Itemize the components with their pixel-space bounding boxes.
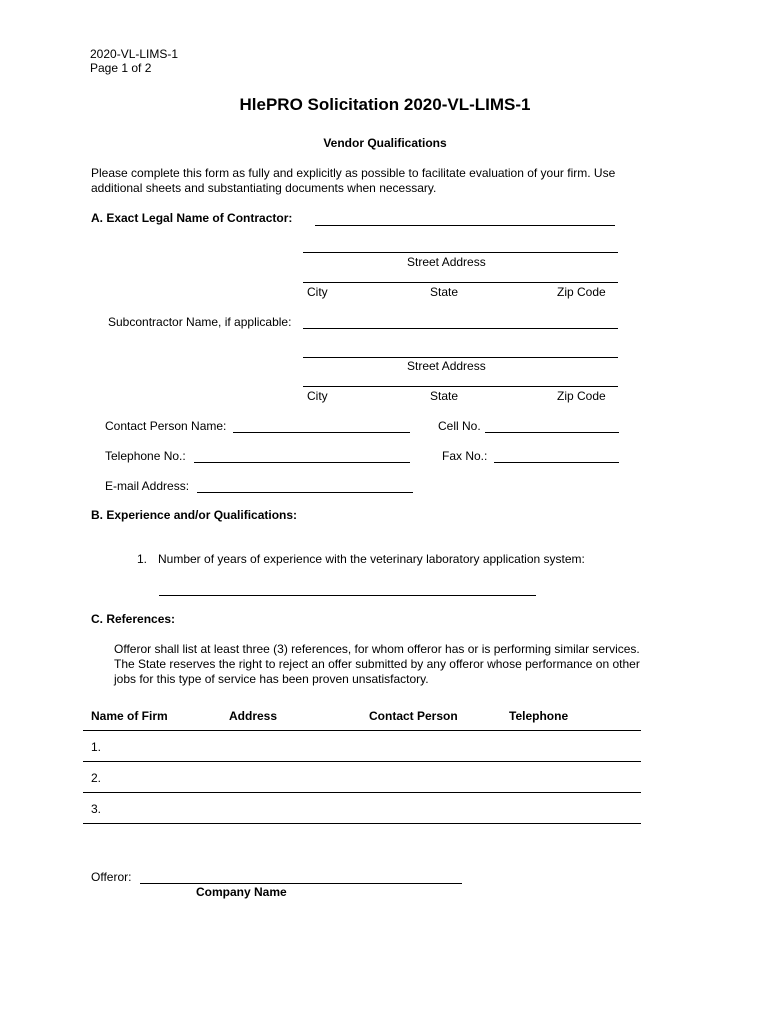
contractor-name-field[interactable] (315, 209, 615, 226)
table-divider (83, 823, 641, 824)
section-a-heading: A. Exact Legal Name of Contractor: (91, 211, 293, 225)
subcontractor-name-label: Subcontractor Name, if applicable: (108, 315, 292, 329)
experience-years-field[interactable] (159, 579, 536, 596)
subcontractor-street-field[interactable] (303, 341, 618, 358)
sub-zip-code-caption: Zip Code (557, 389, 606, 403)
references-paragraph-line-3: jobs for this type of service has been proven unsatisfactory. (114, 672, 429, 686)
page-title: HlePRO Solicitation 2020-VL-LIMS-1 (239, 95, 531, 114)
intro-line-2: additional sheets and substantiating documents when necessary. (91, 181, 437, 195)
references-paragraph-line-2: The State reserves the right to reject an offer submitted by any offeror whose performance on other (114, 657, 640, 671)
sub-street-address-caption: Street Address (407, 359, 486, 373)
column-header-name-of-firm: Name of Firm (91, 709, 168, 723)
experience-question: Number of years of experience with the veterinary laboratory application system: (158, 552, 585, 566)
subcontractor-name-field[interactable] (303, 312, 618, 329)
section-c-heading: C. References: (91, 612, 176, 626)
telephone-field[interactable] (194, 446, 410, 463)
sub-city-caption: City (307, 389, 328, 403)
state-caption: State (430, 285, 459, 299)
fax-label: Fax No.: (442, 449, 488, 463)
section-b-heading: B. Experience and/or Qualifications: (91, 508, 298, 522)
zip-code-caption: Zip Code (557, 285, 606, 299)
offeror-company-field[interactable] (140, 867, 462, 884)
city-caption: City (307, 285, 328, 299)
table-divider (83, 761, 641, 762)
offeror-label: Offeror: (91, 870, 132, 884)
cell-number-field[interactable] (485, 416, 619, 433)
subcontractor-city-field[interactable] (303, 370, 618, 387)
company-name-caption: Company Name (196, 885, 287, 899)
telephone-label: Telephone No.: (105, 449, 186, 463)
experience-item-number: 1. (137, 552, 148, 566)
table-row-number-3[interactable]: 3. (91, 802, 102, 816)
contact-person-label: Contact Person Name: (105, 419, 227, 433)
fax-field[interactable] (494, 446, 619, 463)
email-field[interactable] (197, 476, 413, 493)
page-subtitle: Vendor Qualifications (323, 136, 447, 150)
column-header-telephone: Telephone (509, 709, 569, 723)
references-paragraph-line-1: Offeror shall list at least three (3) references, for whom offeror has or is performing similar services. (114, 642, 640, 656)
table-row-number-2[interactable]: 2. (91, 771, 102, 785)
contact-person-field[interactable] (233, 416, 410, 433)
contractor-city-field[interactable] (303, 266, 618, 283)
sub-state-caption: State (430, 389, 459, 403)
contractor-street-field[interactable] (303, 236, 618, 253)
page-number: Page 1 of 2 (90, 61, 152, 75)
table-divider (83, 792, 641, 793)
column-header-contact-person: Contact Person (369, 709, 458, 723)
table-divider (83, 730, 641, 731)
street-address-caption: Street Address (407, 255, 486, 269)
email-label: E-mail Address: (105, 479, 190, 493)
column-header-address: Address (229, 709, 278, 723)
cell-number-label: Cell No. (438, 419, 481, 433)
intro-line-1: Please complete this form as fully and explicitly as possible to facilitate evaluation of your firm. Use (91, 166, 616, 180)
table-row-number-1[interactable]: 1. (91, 740, 102, 754)
document-id: 2020-VL-LIMS-1 (90, 47, 179, 61)
